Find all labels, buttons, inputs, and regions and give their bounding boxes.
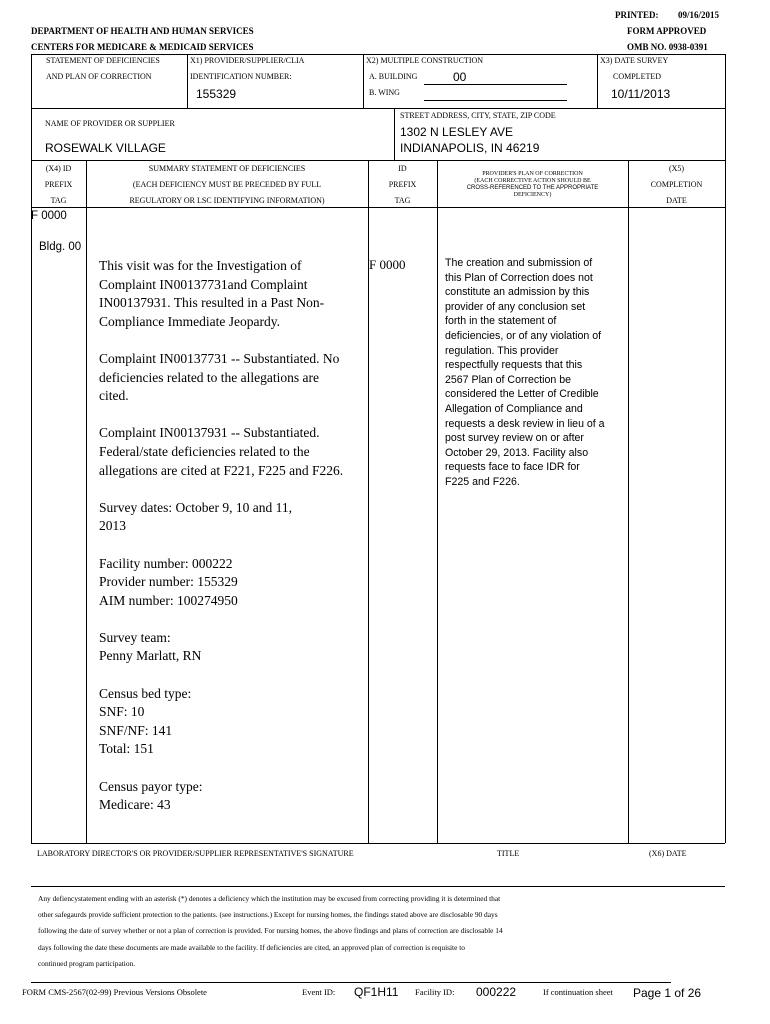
rule [597,54,598,108]
disclaimer-line: days following the date these documents are made available to the facility. If deficiencies are cited, an approved plan of correction is requisite to [38,942,465,952]
disclaimer-line: other safegaurds provide sufficient protection to the patients. (see instructions.) Except for nursing homes, the findings stated above are disclosable 90 days [38,910,498,920]
total-count: Total: 151 [99,741,154,757]
rule [31,54,725,55]
signature-label: LABORATORY DIRECTOR'S OR PROVIDER/SUPPLIER REPRESENTATIVE'S SIGNATURE [37,849,354,858]
printed-label: PRINTED: [615,10,659,20]
x4-header-2: PREFIX [44,180,73,189]
disclaimer-line: following the date of survey whether or not a plan of correction is provided. For nursing homes, the above findings and plans of correction are disclosable 14 [38,926,503,936]
rule [31,207,725,208]
form-approved: FORM APPROVED [627,26,707,36]
correction-line: this Plan of Correction does not [445,271,593,284]
id-header-2: PREFIX [388,180,417,189]
disclaimer-line: Any defiencystatement ending with an asterisk (*) denotes a deficiency which the institution may be excused from correcting providing it is determined that [38,894,501,903]
plan-header-line: CROSS-REFERENCED TO THE APPROPRIATE [466,185,599,191]
correction-line: 2567 Plan of Correction be [445,373,572,386]
provider-number: Provider number: 155329 [99,574,238,590]
correction-text [445,256,625,490]
right-tag: F 0000 [369,257,406,272]
census-payor-label: Census payor type: [99,778,203,794]
medicare-count: Medicare: 43 [99,797,171,813]
plan-header-line: DEFICIENCY) [513,192,552,198]
provider-name: ROSEWALK VILLAGE [45,141,166,155]
provider-name-label: NAME OF PROVIDER OR SUPPLIER [45,119,175,128]
address-label: STREET ADDRESS, CITY, STATE, ZIP CODE [400,111,556,120]
correction-line: deficiencies, or of any violation of [445,329,602,342]
x4-header-3: TAG [50,196,67,205]
summary-header-3: REGULATORY OR LSC IDENTIFYING INFORMATION) [129,196,325,205]
correction-line: The creation and submission of [445,257,593,269]
building-label: A. BUILDING [369,72,418,81]
snf-nf-count: SNF/NF: 141 [99,722,173,738]
rule [394,108,395,160]
summary-header: SUMMARY STATEMENT OF DEFICIENCIES [148,164,306,173]
omb-number: OMB NO. 0938-0391 [627,42,708,52]
rule [31,982,671,983]
continuation-label: If continuation sheet [543,987,613,997]
x1-label-2: IDENTIFICATION NUMBER: [190,72,292,81]
building-tag: Bldg. 00 [39,241,82,253]
printed-date: 09/16/2015 [678,10,720,20]
tag-prefix: F 0000 [31,210,67,222]
rule [437,160,438,843]
correction-line: provider of any conclusion set [445,300,586,313]
address-line-2: INDIANAPOLIS, IN 46219 [400,141,540,155]
wing-underline [424,100,567,101]
page-number: Page 1 of 26 [633,986,702,1000]
summary-header-2: (EACH DEFICIENCY MUST BE PRECEDED BY FULL [132,180,322,189]
disclaimer [38,891,718,972]
wing-label: B. WING [369,88,400,97]
plan-header-line: (EACH CORRECTIVE ACTION SHOULD BE [474,178,591,184]
date-label: (X6) DATE [649,849,687,858]
x3-label-2: COMPLETED [613,72,661,81]
summary-paragraph: Complaint IN00137931 -- Substantiated. Federal/state deficiencies related to the allegations are cited at F221, F225 and F226. [99,425,344,478]
summary-paragraph: Complaint IN00137731 -- Substantiated. No deficiencies related to the allegations are cited. [99,350,340,404]
plan-header-line: PROVIDER'S PLAN OF CORRECTION [482,171,583,177]
address-line-1: 1302 N LESLEY AVE [400,125,513,139]
correction-line: respectfully requests that this [445,359,583,372]
facility-id-label: Facility ID: [415,987,455,997]
event-id-value: QF1H11 [354,985,399,999]
x4-header: (X4) ID [45,164,72,173]
correction-line: post survey review on or after [445,432,584,445]
rule [628,160,629,843]
correction-line: requests a desk review in lieu of a [445,417,605,430]
building-underline [424,84,567,85]
centers-title: CENTERS FOR MEDICARE & MEDICAID SERVICES [31,42,254,52]
x3-label: X3) DATE SURVEY [600,56,669,65]
event-id-label: Event ID: [302,987,336,997]
x5-header-2: COMPLETION [650,180,703,189]
correction-line: F225 and F226. [445,475,520,488]
survey-team-member: Penny Marlatt, RN [99,648,202,664]
id-header: ID [398,164,407,173]
correction-line: forth in the statement of [445,315,557,328]
id-header-3: TAG [394,196,411,205]
correction-line: Allegation of Compliance and [445,402,583,415]
correction-line: regulation. This provider [445,344,559,357]
rule [86,160,87,843]
facility-number: Facility number: 000222 [99,555,233,571]
statement-label-2: AND PLAN OF CORRECTION [46,72,152,81]
summary-paragraph: Survey dates: October 9, 10 and 11, 2013 [99,499,292,534]
rule [31,886,725,887]
x2-label: X2) MULTIPLE CONSTRUCTION [366,56,484,65]
building-value: 00 [453,70,467,84]
rule [31,160,725,161]
summary-text [99,257,345,815]
provider-id-value: 155329 [196,87,237,101]
correction-line: considered the Letter of Credible [445,388,599,401]
x1-label: X1) PROVIDER/SUPPLIER/CLIA [190,56,305,65]
survey-date-value: 10/11/2013 [611,87,671,101]
correction-line: constitute an admission by this [445,286,590,299]
correction-line: requests face to face IDR for [445,461,580,474]
rule [725,54,726,843]
form-number: FORM CMS-2567(02-99) Previous Versions Obsolete [22,987,207,997]
statement-label: STATEMENT OF DEFICIENCIES [46,56,160,65]
survey-team-label: Survey team: [99,629,171,645]
snf-count: SNF: 10 [99,704,145,720]
x5-header: (X5) [668,164,685,173]
summary-paragraph: This visit was for the Investigation of Complaint IN00137731and Complaint IN00137931. This resulted in a Past Non- Compliance Immediate Jeopardy. [99,258,325,329]
census-bed-label: Census bed type: [99,685,192,701]
plan-header [437,171,628,199]
aim-number: AIM number: 100274950 [99,592,238,608]
x5-header-3: DATE [666,196,687,205]
rule [363,54,364,108]
rule [187,54,188,108]
dept-title: DEPARTMENT OF HEALTH AND HUMAN SERVICES [31,26,254,36]
rule [31,108,725,109]
rule [31,54,32,108]
title-label: TITLE [497,849,520,858]
rule [31,843,725,844]
disclaimer-line: continued program participation. [38,958,136,968]
correction-line: October 29, 2013. Facility also [445,446,589,459]
facility-id-value: 000222 [476,985,517,999]
